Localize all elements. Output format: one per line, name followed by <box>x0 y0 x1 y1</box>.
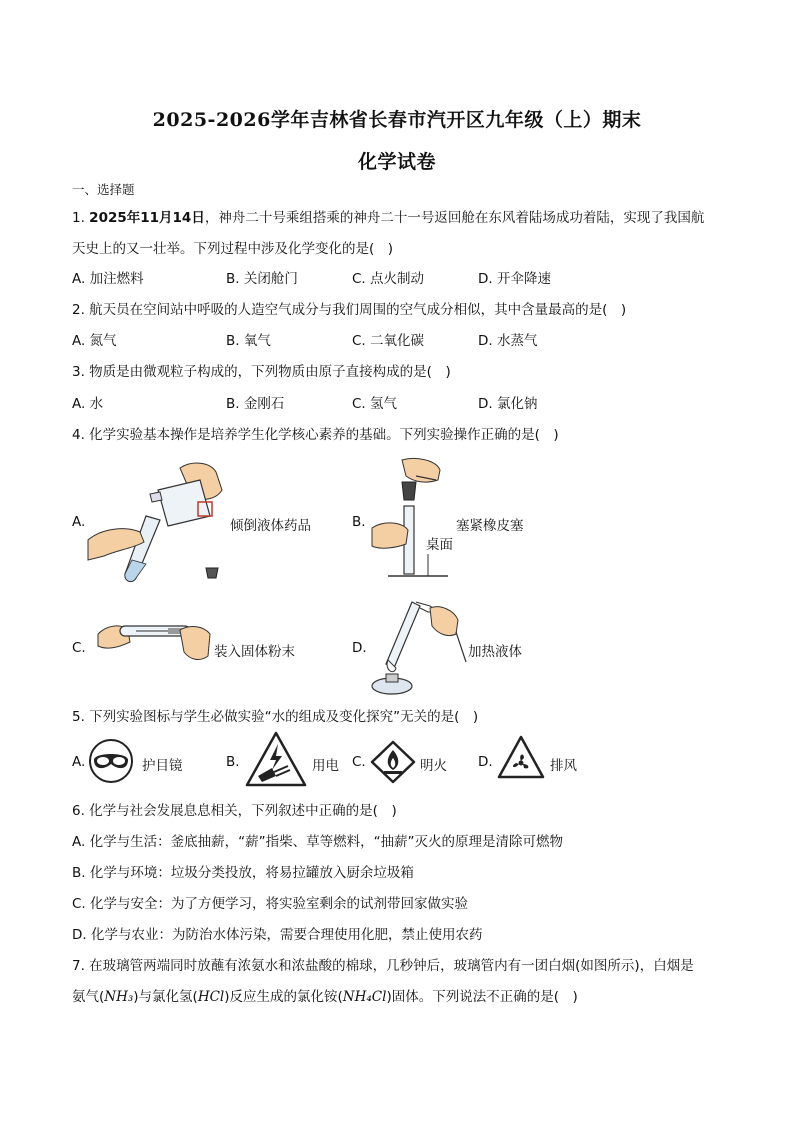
q3-option-a: A. 水 <box>72 396 104 412</box>
q5-option-b-caption: 用电 <box>312 758 339 774</box>
q4-option-b-table-label: 桌面 <box>426 537 453 553</box>
q5-option-c-letter: C. <box>352 754 366 770</box>
q3-option-d: D. 氯化钠 <box>478 396 538 412</box>
q7-text-part: 氨气( <box>72 989 105 1005</box>
question-date: 2025年11月14日 <box>89 210 205 226</box>
q3-option-c: C. 氢气 <box>352 396 398 412</box>
q1-option-b: B. 关闭舱门 <box>226 271 298 287</box>
q6-option-b: B. 化学与环境：垃圾分类投放，将易拉罐放入厨余垃圾箱 <box>72 865 414 881</box>
q1-option-d: D. 开伞降速 <box>478 271 551 287</box>
exam-subtitle: 化学试卷 <box>357 151 436 173</box>
q7-text-part: )固体。下列说法不正确的是( ) <box>386 989 578 1005</box>
formula-hcl: HCl <box>197 989 225 1005</box>
q6-option-c: C. 化学与安全：为了方便学习，将实验室剩余的试剂带回家做实验 <box>72 896 469 912</box>
pour-liquid-illustration <box>88 456 233 586</box>
question-6: 6. 化学与社会发展息息相关，下列叙述中正确的是( ) <box>72 803 397 819</box>
q4-option-b-caption: 塞紧橡皮塞 <box>456 518 524 534</box>
open-flame-icon <box>370 740 416 784</box>
exhaust-fan-icon <box>496 734 546 780</box>
question-3: 3. 物质是由微观粒子构成的，下列物质由原子直接构成的是( ) <box>72 364 451 380</box>
q3-option-b: B. 金刚石 <box>226 396 285 412</box>
q4-option-a-caption: 倾倒液体药品 <box>230 518 311 534</box>
q5-option-d-letter: D. <box>478 754 493 770</box>
q2-option-a: A. 氮气 <box>72 333 117 349</box>
q5-option-a-letter: A. <box>72 754 86 770</box>
question-2: 2. 航天员在空间站中呼吸的人造空气成分与我们周围的空气成分相似，其中含量最高的是( ) <box>72 302 627 318</box>
question-number: 1. <box>72 210 90 226</box>
insert-stopper-illustration <box>366 456 456 586</box>
formula-nh4cl: NH₄Cl <box>342 989 387 1005</box>
q4-option-c-caption: 装入固体粉末 <box>214 644 295 660</box>
question-1-line-2: 天史上的又一壮举。下列过程中涉及化学变化的是( ) <box>72 241 394 257</box>
q7-text-part: )反应生成的氯化铵( <box>224 989 343 1005</box>
q4-option-b-letter: B. <box>352 514 366 530</box>
q4-option-d-caption: 加热液体 <box>468 644 522 660</box>
q2-option-c: C. 二氧化碳 <box>352 333 425 349</box>
question-7-line-1: 7. 在玻璃管两端同时放蘸有浓氨水和浓盐酸的棉球，几秒钟后，玻璃管内有一团白烟(如图所示)，白烟是 <box>72 958 694 974</box>
question-1-line-1 <box>72 209 704 227</box>
q5-option-d-caption: 排风 <box>550 758 577 774</box>
q7-text-part: )与氯化氢( <box>133 989 198 1005</box>
q1-option-c: C. 点火制动 <box>352 271 425 287</box>
q4-option-a-letter: A. <box>72 514 86 530</box>
q2-option-b: B. 氧气 <box>226 333 271 349</box>
question-5: 5. 下列实验图标与学生必做实验“水的组成及变化探究”无关的是( ) <box>72 709 479 725</box>
question-4: 4. 化学实验基本操作是培养学生化学核心素养的基础。下列实验操作正确的是( ) <box>72 427 559 443</box>
q6-option-a: A. 化学与生活：釜底抽薪，“薪”指柴、草等燃料，“抽薪”灭火的原理是清除可燃物 <box>72 834 564 850</box>
exam-title: 2025-2026学年吉林省长春市汽开区九年级（上）期末 <box>152 109 642 131</box>
q2-option-d: D. 水蒸气 <box>478 333 538 349</box>
goggles-icon <box>88 738 134 784</box>
q4-option-c-letter: C. <box>72 640 86 656</box>
q6-option-d: D. 化学与农业：为防治水体污染，需要合理使用化肥，禁止使用农药 <box>72 927 483 943</box>
electricity-icon <box>244 730 308 788</box>
q1-option-a: A. 加注燃料 <box>72 271 144 287</box>
question-7-line-2 <box>72 988 578 1006</box>
q5-option-b-letter: B. <box>226 754 240 770</box>
q5-option-c-caption: 明火 <box>420 758 447 774</box>
q5-option-a-caption: 护目镜 <box>142 758 183 774</box>
q4-option-d-letter: D. <box>352 640 367 656</box>
question-text: ，神舟二十号乘组搭乘的神舟二十一号返回舱在东风着陆场成功着陆，实现了我国航 <box>204 210 705 226</box>
heat-liquid-illustration <box>368 598 468 698</box>
section-heading: 一、选择题 <box>72 182 135 197</box>
add-powder-illustration <box>96 612 214 670</box>
formula-nh3: NH₃ <box>104 989 134 1005</box>
